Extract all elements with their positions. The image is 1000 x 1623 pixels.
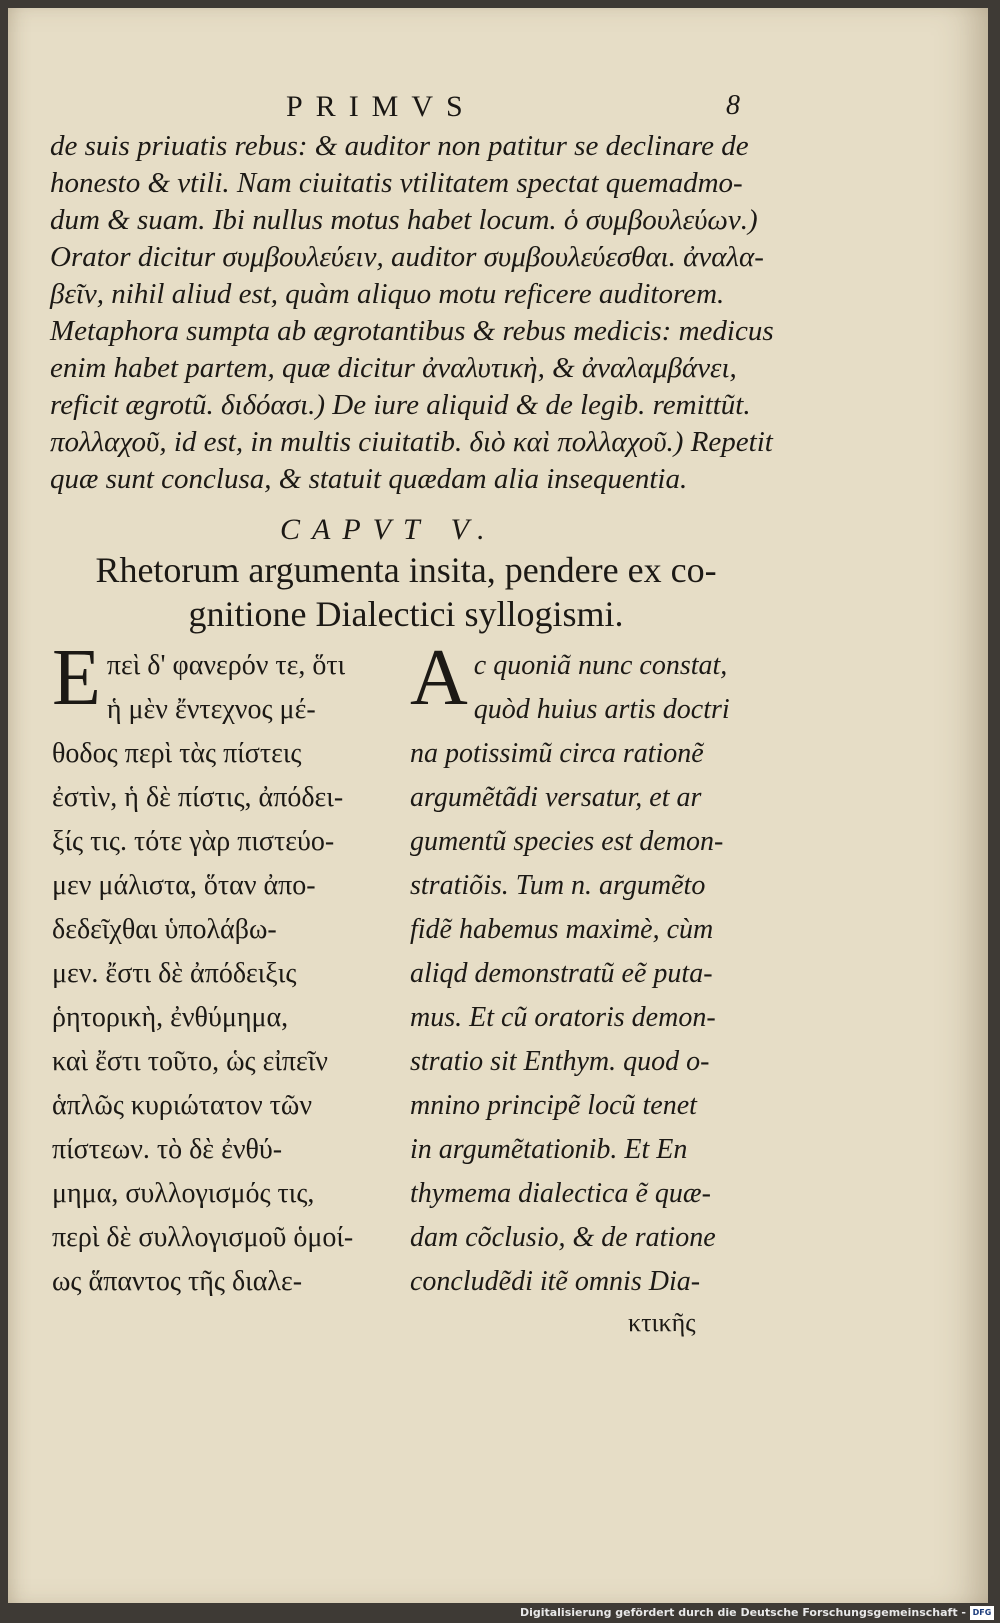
chapter-heading: CAPVT V. xyxy=(280,513,497,546)
greek-line: ἁπλῶς κυριώτατον τῶν xyxy=(52,1090,312,1121)
text-line: Metaphora sumpta ab ægrotantibus & rebus medicis: medicus xyxy=(50,315,774,347)
footer-bar xyxy=(0,1603,1000,1623)
text-line: πολλαχοῦ, id est, in multis ciuitatib. διὸ καὶ πολλαχοῦ.) Repetit xyxy=(50,426,773,458)
latin-line: c quoniã nunc constat, xyxy=(473,650,728,681)
text-line: reficit ægrotũ. διδόασι.) De iure aliquid & de legib. remittũt. xyxy=(50,389,751,421)
running-title: PRIMVS xyxy=(286,90,476,123)
folio-number: 8 xyxy=(726,90,740,121)
greek-line: ξίς τις. τότε γὰρ πιστεύο- xyxy=(52,826,335,857)
greek-line: μεν μάλιστα, ὅταν ἀπο- xyxy=(52,870,316,901)
chapter-title xyxy=(66,548,746,636)
text-line: Orator dicitur συμβουλεύειν, auditor συμβουλεύεσθαι. ἀναλα- xyxy=(50,241,764,273)
latin-line: in argumẽtationib. Et En xyxy=(410,1134,688,1165)
greek-line: ἐστὶν, ἡ δὲ πίστις, ἀπόδει- xyxy=(52,782,344,813)
latin-line: stratio sit Enthym. quod o- xyxy=(410,1046,710,1077)
latin-line: stratiõis. Tum n. argumẽto xyxy=(410,870,706,901)
latin-line: na potissimũ circa rationẽ xyxy=(410,738,704,769)
greek-line: πίστεων. τὸ δὲ ἐνθύ- xyxy=(52,1134,283,1165)
text-line: de suis priuatis rebus: & auditor non patitur se declinare de xyxy=(50,130,749,162)
greek-line: ῥητορικὴ, ἐνθύμημα, xyxy=(52,1002,289,1033)
text-line: quæ sunt conclusa, & statuit quædam alia insequentia. xyxy=(50,463,688,495)
greek-line: καὶ ἔστι τοῦτο, ὡς εἰπεῖν xyxy=(52,1046,328,1077)
greek-line: θοδος περὶ τὰς πίστεις xyxy=(52,738,302,769)
greek-line: πεὶ δ' φανερόν τε, ὅτι xyxy=(106,650,346,681)
drop-cap: E xyxy=(52,634,101,722)
latin-line: fidẽ habemus maximè, cùm xyxy=(410,914,714,945)
text-line: enim habet partem, quæ dicitur ἀναλυτικὴ, & ἀναλαμβάνει, xyxy=(50,352,737,384)
latin-line: concludẽdi itẽ omnis Dia- xyxy=(410,1266,701,1297)
digitization-credit: Digitalisierung gefördert durch die Deutsche Forschungsgemeinschaft - xyxy=(519,1606,966,1619)
chapter-title-line: Rhetorum argumenta insita, pendere ex co- xyxy=(95,550,717,590)
text-line: βεῖν, nihil aliud est, quàm aliquo motu reficere auditorem. xyxy=(50,278,725,310)
greek-line: ως ἅπαντος τῆς διαλε- xyxy=(52,1266,303,1297)
page-header xyxy=(8,90,988,130)
book-page xyxy=(8,8,988,1603)
greek-column xyxy=(52,634,392,1304)
latin-line: gumentũ species est demon- xyxy=(410,826,724,857)
top-paragraph xyxy=(50,128,774,498)
latin-line: argumẽtãdi versatur, et ar xyxy=(410,782,702,813)
latin-column xyxy=(410,634,770,1304)
text-line: dum & suam. Ibi nullus motus habet locum. ὁ συμβουλεύων.) xyxy=(50,204,758,236)
greek-line: μημα, συλλογισμός τις, xyxy=(52,1178,315,1209)
text-line: honesto & vtili. Nam ciuitatis vtilitatem spectat quemadmo- xyxy=(50,167,743,199)
latin-line: thymema dialectica ẽ quæ- xyxy=(410,1178,711,1209)
latin-line: aliqd demonstratũ eẽ puta- xyxy=(410,958,713,989)
latin-line: mnino principẽ locũ tenet xyxy=(410,1090,697,1121)
latin-line: dam cõclusio, & de ratione xyxy=(410,1222,716,1253)
dfg-logo-icon: DFG xyxy=(970,1606,994,1620)
latin-line: quòd huius artis doctri xyxy=(473,694,730,725)
greek-line: περὶ δὲ συλλογισμοῦ ὁμοί- xyxy=(52,1222,354,1253)
catchword: κτικῆς xyxy=(628,1308,696,1337)
chapter-title-line: gnitione Dialectici syllogismi. xyxy=(188,594,624,634)
greek-line: ἡ μὲν ἔντεχνος μέ- xyxy=(106,694,316,725)
drop-cap: A xyxy=(410,634,468,722)
latin-line: mus. Et cũ oratoris demon- xyxy=(410,1002,716,1033)
greek-line: δεδεῖχθαι ὑπολάβω- xyxy=(52,914,277,945)
greek-line: μεν. ἔστι δὲ ἀπόδειξις xyxy=(52,958,297,989)
